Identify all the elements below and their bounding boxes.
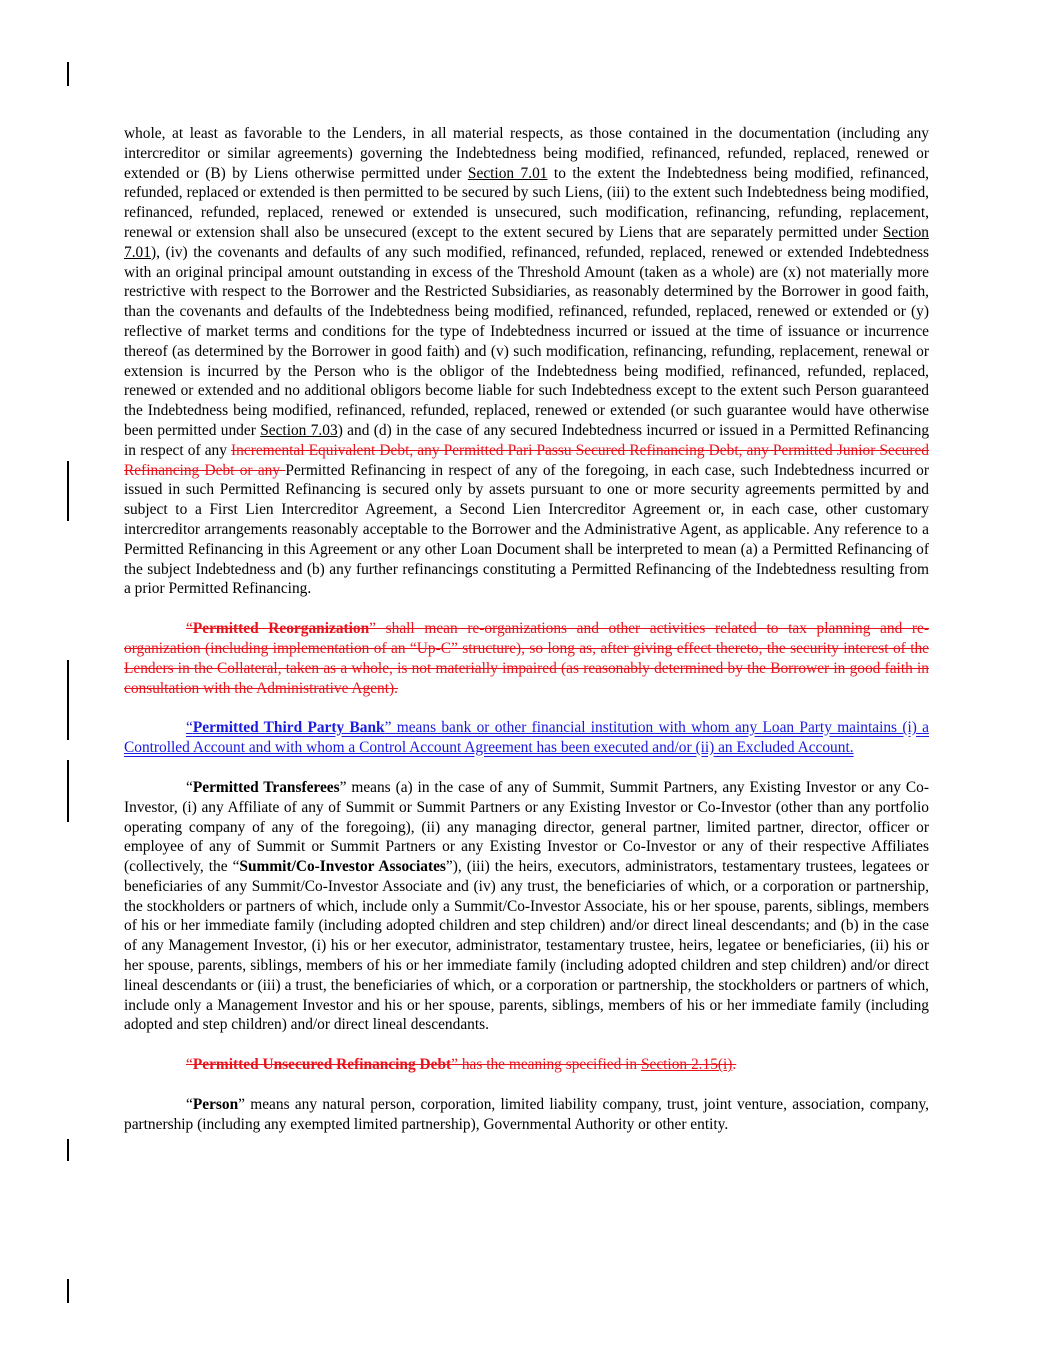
document-body <box>124 124 929 1155</box>
quote-mark: “ <box>186 719 193 737</box>
body-text: to the extent the Indebtedness being modified, refinanced, refunded, replaced or extended is then permitted to be secured by such Liens, (iii) to the extent such Indebtedness being modified, refinanced, refunded, replaced, renewed or extended is unsecured, such modification, refinancing, refunding, replacement, renewal or extension shall also be unsecured (except to the extent secured by Liens that are separately permitted under <box>124 164 930 241</box>
defined-term: Permitted Unsecured Refinancing Debt <box>192 1056 452 1074</box>
change-bar <box>67 660 69 740</box>
permitted-transferees-definition <box>124 778 929 1035</box>
change-bar <box>67 461 69 521</box>
definition-text: ” shall mean re-organizations and other activities related to tax planning and re-organization (including implementation of an “Up-C” structure), so long as, after giving effect thereto, the security interest of the Lenders in the Collateral, taken as a whole, is not materially impaired (as reasonably determined by the Borrower in good faith in consultation with the Administrative Agent). <box>124 620 929 697</box>
change-bar <box>67 1139 69 1161</box>
permitted-third-party-bank-definition <box>124 718 929 758</box>
defined-term: Person <box>192 1096 239 1114</box>
change-bar <box>67 1279 69 1303</box>
quote-mark: “ <box>186 1056 193 1074</box>
defined-term: Summit/Co-Investor Associates <box>239 858 446 876</box>
body-text: ), (iv) the covenants and defaults of any such modified, refinanced, refunded, replaced, renewed or extended Indebtedness with an original principal amount outstanding in excess of the Threshold Amount (taken as a whole) are (x) not materially more restrictive with respect to the Borrower and the Restricted Subsidiaries, as reasonably determined by the Borrower in good faith, than the covenants and defaults of the Indebtedness being modified, refinanced, refunded, replaced, renewed or extended or (y) reflective of market terms and conditions for the type of Indebtedness incurred or issued at the time of issuance or incurrence thereof (as determined by the Borrower in good faith) and (v) such modification, refinancing, refunding, replacement, renewal or extension is incurred by the Person who is the obligor of the Indebtedness being modified, refinanced, refunded, replaced, renewed or extended and no additional obligors become liable for such Indebtedness except to the extent such Person guaranteed the Indebtedness being modified, refinanced, refunded, replaced, renewed or extended (or such guarantee would have otherwise been permitted under <box>124 243 929 439</box>
defined-term: Permitted Transferees <box>192 778 340 796</box>
permitted-refinancing-paragraph <box>124 124 929 599</box>
change-bar <box>67 62 69 86</box>
definition-text: ”), (iii) the heirs, executors, administrators, testamentary trustees, legatees or beneficiaries of any Summit/Co-Investor Associate and (iv) any trust, the beneficiaries of which, or a corporation or partnership, the stockholders or partners of which, include only a Summit/Co-Investor Associate, his or her spouse, parents, siblings, members of his or her immediate family (including adopted children and step children) and/or direct lineal descendants; and (b) in the case of any Management Investor, (i) his or her executor, administrator, testamentary trustee, heirs, legatee or beneficiaries, (ii) his or her spouse, parents, siblings, members of his or her immediate family (including adopted children and step children) and/or direct lineal descendants or (iii) a trust, the beneficiaries of which, or a corporation or partnership, the stockholders or partners of which, include only a Management Investor and his or her spouse, parents, siblings, members of his or her immediate family (including adopted and step children) and/or direct lineal descendants. <box>124 858 929 1034</box>
definition-text: ” means any natural person, corporation, limited liability company, trust, joint venture, association, company, partnership (including any exempted limited partnership), Governmental Authority or other entity. <box>124 1096 929 1133</box>
definition-text: . <box>732 1056 737 1074</box>
permitted-unsecured-refinancing-debt-definition <box>124 1055 929 1075</box>
defined-term: Permitted Reorganization <box>192 620 370 638</box>
definition-text: ” has the meaning specified in <box>451 1056 641 1074</box>
section-reference: Section 2.15(i) <box>640 1056 733 1074</box>
section-reference: Section 7.03 <box>260 421 338 439</box>
quote-mark: “ <box>186 1096 193 1114</box>
change-bar <box>67 760 69 822</box>
body-text: Permitted Refinancing in respect of any of the foregoing, in each case, such Indebtedness incurred or issued in such Permitted Refinancing is secured only by assets pursuant to one or more security agreements permitted by and subject to a First Lien Intercreditor Agreement, a Second Lien Intercreditor Agreement or, in each case, other customary intercreditor arrangements reasonably acceptable to the Borrower and the Administrative Agent, as applicable. Any reference to a Permitted Refinancing in this Agreement or any other Loan Document shall be interpreted to mean (a) a Permitted Refinancing of the subject Indebtedness and (b) any further refinancings constituting a Permitted Refinancing of the Indebtedness resulting from a prior Permitted Refinancing. <box>124 461 929 598</box>
defined-term: Permitted Third Party Bank <box>192 719 385 737</box>
deleted-text: Incremental Equivalent Debt, any Permitted Pari Passu Secured Refinancing Debt, any Permitted Junior Secured Refinancing Debt or any <box>124 441 930 479</box>
quote-mark: “ <box>186 778 193 796</box>
quote-mark: “ <box>186 620 193 638</box>
person-definition <box>124 1095 929 1135</box>
section-reference: Section 7.01 <box>467 164 548 182</box>
body-text: whole, at least as favorable to the Lenders, in all material respects, as those contained in the documentation (including any intercreditor or similar agreements) governing the Indebtedness being modified, refinanced, refunded, replaced, renewed or extended or (B) by Liens otherwise permitted under <box>124 125 929 182</box>
definition-text: ” means bank or other financial institution with whom any Loan Party maintains (i) a Controlled Account and with whom a Control Account Agreement has been executed and/or (ii) an Excluded Account. <box>124 719 930 757</box>
body-text: ) and (d) in the case of any secured Indebtedness incurred or issued in a Permitted Refinancing in respect of any <box>124 421 930 459</box>
section-reference: Section 7.01 <box>124 223 929 261</box>
definition-text: ” means (a) in the case of any of Summit, Summit Partners, any Existing Investor or any Co-Investor, (i) any Affiliate of any of Summit or Summit Partners or any Existing Investor or Co-Investor (other than any portfolio operating company of any of the foregoing), (ii) any managing director, general partner, limited partner, director, officer or employee of any of Summit or Summit Partners or any Existing Investor or Co-Investor or any of their respective Affiliates (collectively, the “ <box>124 778 929 876</box>
permitted-reorganization-definition <box>124 619 929 698</box>
